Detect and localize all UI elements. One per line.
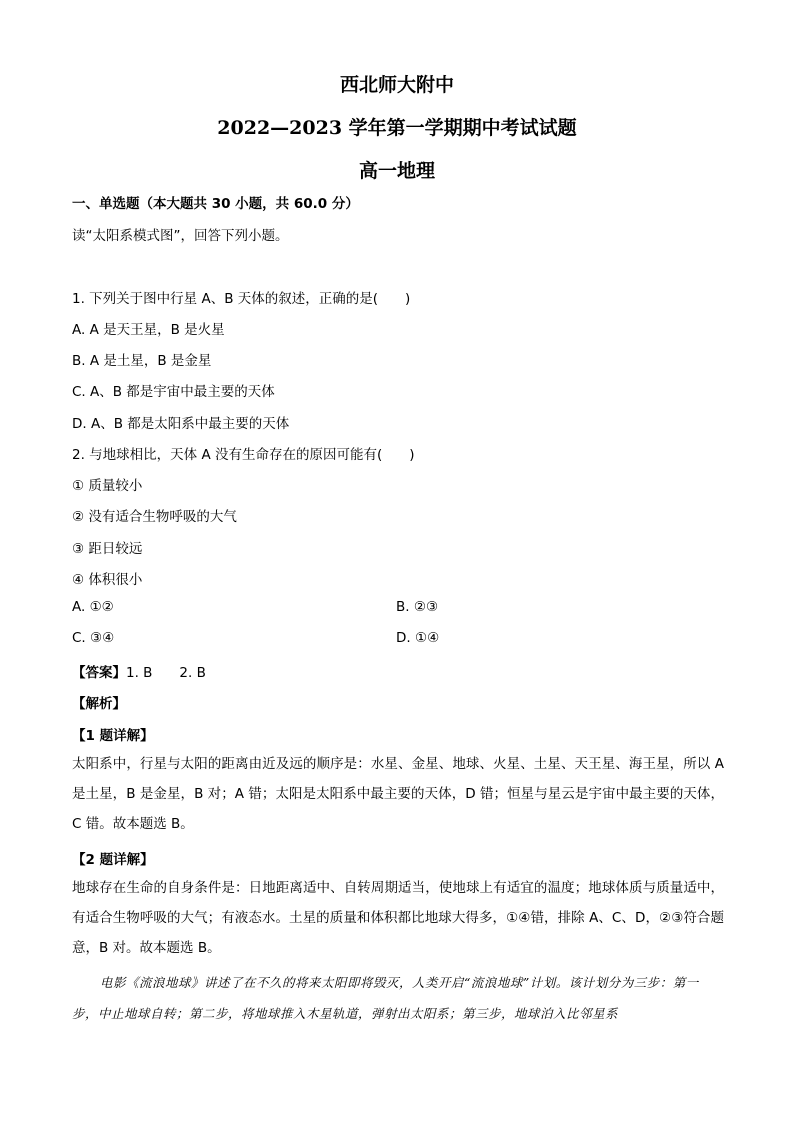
detail-1-text: 太阳系中，行星与太阳的距离由近及远的顺序是：水星、金星、地球、火星、土星、天王星、海王星，所以 A 是土星，B 是金星，B 对；A 错；太阳是太阳系中最主要的天体，D 错；恒星与星云是宇宙中最主要的天体，C 错。故本题选 B。	[72, 756, 724, 832]
school-title: 西北师大附中	[339, 74, 454, 96]
question-1-option-a: A. A 是天王星，B 是火星	[72, 322, 225, 338]
question-2-option-a: A. ①②	[72, 599, 114, 615]
question-1-option-b: B. A 是土星，B 是金星	[72, 353, 212, 369]
question-1-stem: 1. 下列关于图中行星 A、B 天体的叙述，正确的是( )	[72, 291, 411, 307]
answer-line	[72, 661, 206, 681]
detail-2-text: 地球存在生命的自身条件是：日地距离适中、自转周期适当，使地球上有适宜的温度；地球体质与质量适中，有适合生物呼吸的大气；有液态水。土星的质量和体积都比地球大得多，①④错，排除 A、C、D，②③符合题意，B 对。故本题选 B。	[72, 880, 724, 956]
section-intro: 读“太阳系模式图”，回答下列小题。	[72, 228, 289, 244]
question-2-item-3: ③ 距日较远	[72, 541, 143, 557]
analysis-label: 【解析】	[72, 696, 126, 712]
question-1-option-d: D. A、B 都是太阳系中最主要的天体	[72, 416, 290, 432]
question-2-option-b: B. ②③	[396, 599, 439, 615]
next-passage: 电影《流浪地球》讲述了在不久的将来太阳即将毁灭，人类开启“流浪地球”计划。该计划分为三步：第一步，中止地球自转；第二步，将地球推入木星轨道，弹射出太阳系；第三步，地球泊入比邻星系	[72, 975, 699, 1021]
exam-title: 2022—2023 学年第一学期期中考试试题	[217, 117, 577, 139]
question-2-item-2: ② 没有适合生物呼吸的大气	[72, 509, 237, 525]
detail-2-label: 【2 题详解】	[72, 852, 154, 868]
answer-label: 【答案】	[72, 665, 126, 681]
question-2-item-4: ④ 体积很小	[72, 572, 143, 588]
question-2-option-c: C. ③④	[72, 630, 115, 646]
detail-1-label: 【1 题详解】	[72, 728, 154, 744]
question-1-option-c: C. A、B 都是宇宙中最主要的天体	[72, 384, 275, 400]
section-heading: 一、单选题（本大题共 30 小题，共 60.0 分）	[72, 196, 359, 212]
answer-text: 1. B 2. B	[126, 665, 206, 681]
question-2-option-d: D. ①④	[396, 630, 440, 646]
question-2-stem: 2. 与地球相比，天体 A 没有生命存在的原因可能有( )	[72, 447, 415, 463]
subject-title: 高一地理	[358, 160, 435, 182]
question-2-item-1: ① 质量较小	[72, 478, 143, 494]
